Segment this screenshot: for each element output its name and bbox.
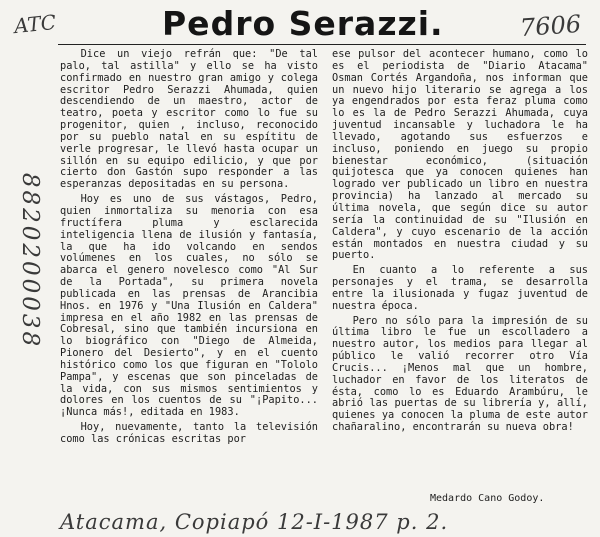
- article-title: Pedro Serazzi.: [162, 4, 444, 43]
- author-signature: Medardo Cano Godoy.: [430, 493, 545, 504]
- article-paragraph: En cuanto a lo referente a sus personajes y el trama, se desarrolla entre la ilusionada y fugaz juventud de nuestra época.: [332, 264, 588, 312]
- article-paragraph: ese pulsor del acontecer humano, como lo es el periodista de "Diario Atacama" Osman Cortés Argandoña, nos informan que un nuevo hijo literario se agrega a los ya engendrados por esta feraz pluma como lo es la de Pedro Serazzi Ahumada, cuya juventud incansable y luchadora le ha llevado, agotando sus esfuerzos e incluso, poniendo en juego su propio bienestar económico, (situación quijotesca que ya conocen quienes han logrado ver publicado un libro en nuestra provincia) ha lanzado al mercado su última novela, que según dice su autor sería la continuidad de su "Ilusión en Caldera", y cuyo escenario de la acción están montados en nuestra ciudad y su puerto.: [332, 48, 588, 262]
- handwritten-catalog-number: 7606: [519, 9, 582, 43]
- handwritten-margin-number: 8820200038: [17, 172, 44, 350]
- handwritten-source-date: Atacama, Copiapó 12-I-1987 p. 2.: [60, 510, 449, 534]
- handwritten-atc-note: ATC: [12, 9, 58, 39]
- article-paragraph: Dice un viejo refrán que: "De tal palo, tal astilla" y ello se ha visto confirmado en nuestro gran amigo y colega escritor Pedro Serazzi Ahumada, quien descendiendo de un maestro, actor de teatro, poeta y escritor como lo fue su progenitor, quien , incluso, reconocido por su pueblo natal en su espítitu de verle progresar, le llevó hasta ocupar un sillón en su equipo edilicio, y que por cierto don Gastón supo responder a las esperanzas depositadas en su persona.: [60, 48, 318, 191]
- article-left-column: [60, 49, 318, 449]
- article-paragraph: Hoy es uno de sus vástagos, Pedro, quien inmortaliza su menoria con esa fructífera pluma y esclarecida inteligencia llena de ilusión y fantasía, la que ha ido volcando en sendos volúmenes en los cuales, no sólo se abarca el genero novelesco como "Al Sur de la Portada", su primera novela publicada en las prensas de Arancibia Hnos. en 1976 y "Una Ilusión en Caldera" impresa en el año 1982 en las prensas de Cobresal, sino que también incursiona en lo biográfico con "Diego de Almeida, Pionero del Desierto", y en el cuento histórico como los que figuran en "Tololo Pampa", y escenas que son pinceladas de la vida, con sus mismos sentimientos y dolores en los cuentos de su "¡Papito... ¡Nunca más!, editada en 1983.: [60, 193, 318, 419]
- title-divider: [58, 44, 586, 45]
- article-right-column: [332, 49, 588, 437]
- article-paragraph: Hoy, nuevamente, tanto la televisión como las crónicas escritas por: [60, 421, 318, 445]
- article-paragraph: Pero no sólo para la impresión de su última libro le fue un escolladero a nuestro autor, los medios para llegar al público le valió recorrer otro Vía Crucis... ¡Menos mal que un hombre, luchador en favor de los literatos de ésta, como lo es Eduardo Arambúru, le abrió las puertas de su librería y, allí, quienes ya conocen la pluma de este autor chañaralino, encontrarán su nueva obra!: [332, 314, 588, 434]
